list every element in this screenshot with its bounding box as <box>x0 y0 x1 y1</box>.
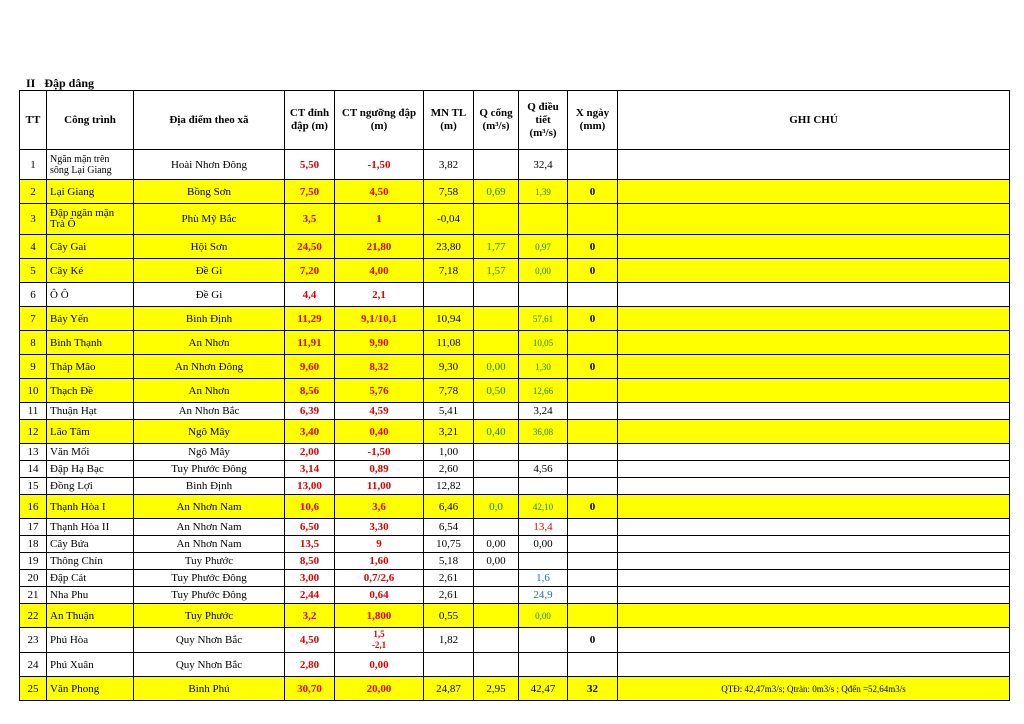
cell-q-dieu-tiet: 57,61 <box>519 307 568 331</box>
cell-q-cong <box>474 653 519 677</box>
cell-ghi-chu <box>618 553 1010 570</box>
cell-x-ngay: 0 <box>568 628 618 653</box>
cell-cong-trinh: Thuận Hạt <box>47 403 134 420</box>
cell-tt: 23 <box>20 628 47 653</box>
cell-ct-nguong: 1,800 <box>335 604 424 628</box>
cell-ct-dinh: 6,39 <box>285 403 335 420</box>
cell-ghi-chu <box>618 235 1010 259</box>
cell-tt: 2 <box>20 180 47 204</box>
cell-x-ngay <box>568 587 618 604</box>
cell-q-dieu-tiet: 0,97 <box>519 235 568 259</box>
cell-q-dieu-tiet <box>519 478 568 495</box>
cell-mntl: 2,61 <box>424 570 474 587</box>
cell-ct-nguong: 1,5 -2,1 <box>335 628 424 653</box>
table-row <box>20 553 1010 570</box>
cell-q-dieu-tiet: 42,47 <box>519 677 568 701</box>
cell-dia-diem: Bình Phú <box>134 677 285 701</box>
cell-dia-diem: Bình Định <box>134 478 285 495</box>
cell-ghi-chu <box>618 283 1010 307</box>
table-row <box>20 478 1010 495</box>
table-row <box>20 331 1010 355</box>
cell-ghi-chu <box>618 478 1010 495</box>
cell-ct-dinh: 7,50 <box>285 180 335 204</box>
cell-q-cong: 1,57 <box>474 259 519 283</box>
table-row <box>20 307 1010 331</box>
cell-mntl: 23,80 <box>424 235 474 259</box>
cell-x-ngay <box>568 536 618 553</box>
cell-ghi-chu <box>618 259 1010 283</box>
cell-mntl: 24,87 <box>424 677 474 701</box>
cell-ghi-chu <box>618 444 1010 461</box>
cell-dia-diem: Quy Nhơn Bắc <box>134 653 285 677</box>
cell-q-cong <box>474 204 519 235</box>
header-ghi-chu: GHI CHÚ <box>618 91 1010 150</box>
cell-cong-trinh: Đập Hạ Bạc <box>47 461 134 478</box>
cell-tt: 10 <box>20 379 47 403</box>
cell-ct-dinh: 8,50 <box>285 553 335 570</box>
cell-ct-nguong: 2,1 <box>335 283 424 307</box>
cell-ct-dinh: 3,00 <box>285 570 335 587</box>
cell-ct-nguong: 11,00 <box>335 478 424 495</box>
cell-tt: 17 <box>20 519 47 536</box>
cell-cong-trinh: Thông Chín <box>47 553 134 570</box>
cell-cong-trinh: Đồng Lợi <box>47 478 134 495</box>
cell-q-cong <box>474 403 519 420</box>
cell-x-ngay <box>568 379 618 403</box>
cell-tt: 16 <box>20 495 47 519</box>
cell-q-cong: 0,0 <box>474 495 519 519</box>
cell-dia-diem: An Nhơn Nam <box>134 519 285 536</box>
cell-ct-dinh: 2,80 <box>285 653 335 677</box>
cell-x-ngay <box>568 420 618 444</box>
cell-dia-diem: Bồng Sơn <box>134 180 285 204</box>
cell-ghi-chu: QTĐ: 42,47m3/s; Qtràn: 0m3/s ; Qđến =52,64m3/s <box>618 677 1010 701</box>
header-q-cong: Q cống (m³/s) <box>474 91 519 150</box>
table-row <box>20 379 1010 403</box>
cell-cong-trinh: Nha Phu <box>47 587 134 604</box>
cell-dia-diem: Hội Sơn <box>134 235 285 259</box>
table-row <box>20 628 1010 653</box>
cell-ct-nguong: 5,76 <box>335 379 424 403</box>
cell-cong-trinh: Phú Hòa <box>47 628 134 653</box>
cell-q-cong <box>474 587 519 604</box>
cell-dia-diem: Tuy Phước <box>134 553 285 570</box>
cell-ct-nguong: 1 <box>335 204 424 235</box>
cell-dia-diem: Tuy Phước Đông <box>134 570 285 587</box>
cell-cong-trinh: Thạch Đề <box>47 379 134 403</box>
cell-ghi-chu <box>618 379 1010 403</box>
cell-cong-trinh: An Thuận <box>47 604 134 628</box>
cell-cong-trinh: Cây Gai <box>47 235 134 259</box>
cell-tt: 14 <box>20 461 47 478</box>
cell-dia-diem: Hoài Nhơn Đông <box>134 150 285 180</box>
cell-tt: 20 <box>20 570 47 587</box>
cell-q-cong <box>474 519 519 536</box>
cell-x-ngay <box>568 570 618 587</box>
cell-cong-trinh: Lại Giang <box>47 180 134 204</box>
cell-q-dieu-tiet: 13,4 <box>519 519 568 536</box>
cell-ct-dinh: 3,40 <box>285 420 335 444</box>
cell-ct-dinh: 3,2 <box>285 604 335 628</box>
cell-q-dieu-tiet: 1,6 <box>519 570 568 587</box>
table-row <box>20 204 1010 235</box>
cell-q-cong: 0,50 <box>474 379 519 403</box>
cell-q-cong: 0,69 <box>474 180 519 204</box>
cell-x-ngay <box>568 331 618 355</box>
table-row <box>20 604 1010 628</box>
cell-ct-nguong: 1,60 <box>335 553 424 570</box>
cell-ct-dinh: 11,91 <box>285 331 335 355</box>
cell-mntl: 0,55 <box>424 604 474 628</box>
cell-cong-trinh: Lão Tâm <box>47 420 134 444</box>
cell-q-cong: 0,00 <box>474 355 519 379</box>
cell-q-cong: 0,00 <box>474 553 519 570</box>
cell-ct-dinh: 13,5 <box>285 536 335 553</box>
cell-q-dieu-tiet: 1,30 <box>519 355 568 379</box>
cell-q-cong <box>474 150 519 180</box>
cell-dia-diem: An Nhơn Nam <box>134 495 285 519</box>
cell-x-ngay <box>568 444 618 461</box>
cell-x-ngay: 0 <box>568 495 618 519</box>
table-row <box>20 259 1010 283</box>
cell-ghi-chu <box>618 519 1010 536</box>
cell-ct-nguong: -1,50 <box>335 150 424 180</box>
cell-tt: 12 <box>20 420 47 444</box>
cell-ghi-chu <box>618 307 1010 331</box>
cell-mntl: -0,04 <box>424 204 474 235</box>
cell-cong-trinh: Văn Mối <box>47 444 134 461</box>
cell-x-ngay <box>568 204 618 235</box>
cell-cong-trinh: Đập Cát <box>47 570 134 587</box>
cell-ghi-chu <box>618 570 1010 587</box>
cell-ct-nguong: 0,64 <box>335 587 424 604</box>
cell-ghi-chu <box>618 536 1010 553</box>
cell-ghi-chu <box>618 204 1010 235</box>
cell-cong-trinh: Văn Phong <box>47 677 134 701</box>
cell-q-cong <box>474 461 519 478</box>
header-cong-trinh: Công trình <box>47 91 134 150</box>
cell-mntl: 10,94 <box>424 307 474 331</box>
cell-ct-dinh: 11,29 <box>285 307 335 331</box>
cell-ghi-chu <box>618 420 1010 444</box>
cell-dia-diem: Quy Nhơn Bắc <box>134 628 285 653</box>
cell-ct-dinh: 7,20 <box>285 259 335 283</box>
cell-ct-nguong: 3,6 <box>335 495 424 519</box>
cell-tt: 6 <box>20 283 47 307</box>
cell-q-dieu-tiet: 4,56 <box>519 461 568 478</box>
cell-ct-nguong: 0,89 <box>335 461 424 478</box>
table-row <box>20 653 1010 677</box>
cell-dia-diem: Ngô Mây <box>134 420 285 444</box>
cell-q-cong <box>474 570 519 587</box>
cell-cong-trinh: Bảy Yến <box>47 307 134 331</box>
cell-ghi-chu <box>618 604 1010 628</box>
cell-ct-nguong: 0,40 <box>335 420 424 444</box>
cell-dia-diem: An Nhơn <box>134 379 285 403</box>
cell-x-ngay <box>568 283 618 307</box>
cell-cong-trinh: Thạnh Hòa I <box>47 495 134 519</box>
header-q-dieu-tiet: Q điều tiết (m³/s) <box>519 91 568 150</box>
cell-q-dieu-tiet: 10,05 <box>519 331 568 355</box>
cell-mntl: 1,82 <box>424 628 474 653</box>
cell-x-ngay <box>568 403 618 420</box>
cell-dia-diem: Phù Mỹ Bắc <box>134 204 285 235</box>
table-row <box>20 283 1010 307</box>
cell-tt: 4 <box>20 235 47 259</box>
cell-ghi-chu <box>618 628 1010 653</box>
cell-dia-diem: Đề Gi <box>134 283 285 307</box>
cell-ct-dinh: 3,14 <box>285 461 335 478</box>
cell-mntl: 2,60 <box>424 461 474 478</box>
cell-q-dieu-tiet: 3,24 <box>519 403 568 420</box>
cell-q-cong <box>474 628 519 653</box>
section-number: II <box>26 76 36 90</box>
cell-tt: 9 <box>20 355 47 379</box>
cell-mntl: 1,00 <box>424 444 474 461</box>
cell-dia-diem: Đề Gi <box>134 259 285 283</box>
cell-ghi-chu <box>618 355 1010 379</box>
cell-mntl: 6,54 <box>424 519 474 536</box>
cell-x-ngay <box>568 519 618 536</box>
cell-q-dieu-tiet: 42,10 <box>519 495 568 519</box>
cell-x-ngay <box>568 653 618 677</box>
cell-tt: 15 <box>20 478 47 495</box>
cell-q-cong <box>474 331 519 355</box>
cell-ct-nguong: 9,1/10,1 <box>335 307 424 331</box>
cell-ghi-chu <box>618 653 1010 677</box>
cell-ct-nguong: -1,50 <box>335 444 424 461</box>
cell-ct-nguong: 8,32 <box>335 355 424 379</box>
cell-ct-dinh: 13,00 <box>285 478 335 495</box>
cell-x-ngay: 0 <box>568 235 618 259</box>
cell-dia-diem: An Nhơn Bắc <box>134 403 285 420</box>
header-ct-dinh: CT đỉnh đập (m) <box>285 91 335 150</box>
cell-mntl <box>424 653 474 677</box>
header-dia-diem: Địa điểm theo xã <box>134 91 285 150</box>
cell-q-dieu-tiet: 0,00 <box>519 536 568 553</box>
cell-ct-nguong: 20,00 <box>335 677 424 701</box>
cell-tt: 3 <box>20 204 47 235</box>
table-row <box>20 403 1010 420</box>
cell-ct-dinh: 10,6 <box>285 495 335 519</box>
cell-ct-dinh: 3,5 <box>285 204 335 235</box>
cell-ct-nguong: 0,00 <box>335 653 424 677</box>
cell-dia-diem: Tuy Phước Đông <box>134 461 285 478</box>
cell-q-dieu-tiet: 12,66 <box>519 379 568 403</box>
cell-x-ngay <box>568 461 618 478</box>
cell-q-dieu-tiet: 24,9 <box>519 587 568 604</box>
cell-dia-diem: Tuy Phước <box>134 604 285 628</box>
table-row <box>20 519 1010 536</box>
cell-x-ngay: 0 <box>568 180 618 204</box>
table-row <box>20 495 1010 519</box>
cell-x-ngay: 0 <box>568 259 618 283</box>
cell-x-ngay: 32 <box>568 677 618 701</box>
cell-cong-trinh: Đập ngăn mặn Trà Ô <box>47 204 134 235</box>
header-mntl: MN TL (m) <box>424 91 474 150</box>
cell-q-cong: 2,95 <box>474 677 519 701</box>
cell-mntl: 7,78 <box>424 379 474 403</box>
cell-x-ngay <box>568 478 618 495</box>
table-row <box>20 461 1010 478</box>
table-row <box>20 587 1010 604</box>
cell-x-ngay <box>568 604 618 628</box>
cell-ct-dinh: 2,44 <box>285 587 335 604</box>
cell-q-cong <box>474 444 519 461</box>
table-row <box>20 677 1010 701</box>
cell-q-cong: 0,40 <box>474 420 519 444</box>
table-row <box>20 444 1010 461</box>
table-row <box>20 235 1010 259</box>
cell-ghi-chu <box>618 587 1010 604</box>
cell-tt: 21 <box>20 587 47 604</box>
cell-tt: 5 <box>20 259 47 283</box>
table-row <box>20 536 1010 553</box>
dam-table <box>19 90 1010 701</box>
cell-ghi-chu <box>618 180 1010 204</box>
cell-x-ngay <box>568 553 618 570</box>
cell-mntl: 3,82 <box>424 150 474 180</box>
cell-dia-diem: Ngô Mây <box>134 444 285 461</box>
cell-ghi-chu <box>618 403 1010 420</box>
cell-mntl: 2,61 <box>424 587 474 604</box>
cell-tt: 11 <box>20 403 47 420</box>
cell-tt: 24 <box>20 653 47 677</box>
cell-cong-trinh: Cây Bứa <box>47 536 134 553</box>
cell-mntl: 7,58 <box>424 180 474 204</box>
cell-q-cong <box>474 604 519 628</box>
header-tt: TT <box>20 91 47 150</box>
cell-q-cong <box>474 283 519 307</box>
cell-cong-trinh: Ô Ô <box>47 283 134 307</box>
table-row <box>20 150 1010 180</box>
cell-q-cong: 0,00 <box>474 536 519 553</box>
cell-tt: 13 <box>20 444 47 461</box>
cell-ct-nguong: 4,00 <box>335 259 424 283</box>
cell-x-ngay <box>568 150 618 180</box>
cell-ct-dinh: 8,56 <box>285 379 335 403</box>
cell-ghi-chu <box>618 331 1010 355</box>
cell-q-dieu-tiet <box>519 204 568 235</box>
cell-q-dieu-tiet <box>519 628 568 653</box>
cell-mntl: 7,18 <box>424 259 474 283</box>
cell-tt: 25 <box>20 677 47 701</box>
cell-cong-trinh: Bình Thạnh <box>47 331 134 355</box>
cell-x-ngay: 0 <box>568 355 618 379</box>
table-row <box>20 355 1010 379</box>
cell-cong-trinh: Ngăn mặn trên sông Lại Giang <box>47 150 134 180</box>
cell-mntl: 5,18 <box>424 553 474 570</box>
cell-mntl: 3,21 <box>424 420 474 444</box>
cell-mntl <box>424 283 474 307</box>
cell-dia-diem: An Nhơn <box>134 331 285 355</box>
cell-q-cong <box>474 478 519 495</box>
cell-q-cong: 1,77 <box>474 235 519 259</box>
cell-ghi-chu <box>618 150 1010 180</box>
cell-ct-dinh: 24,50 <box>285 235 335 259</box>
cell-tt: 1 <box>20 150 47 180</box>
cell-q-dieu-tiet: 0,00 <box>519 259 568 283</box>
cell-ct-nguong: 0,7/2,6 <box>335 570 424 587</box>
cell-ct-nguong: 4,59 <box>335 403 424 420</box>
cell-ct-dinh: 2,00 <box>285 444 335 461</box>
table-row <box>20 420 1010 444</box>
cell-q-dieu-tiet: 0,00 <box>519 604 568 628</box>
cell-cong-trinh: Tháp Mão <box>47 355 134 379</box>
cell-ct-dinh: 4,50 <box>285 628 335 653</box>
cell-tt: 8 <box>20 331 47 355</box>
cell-mntl: 9,30 <box>424 355 474 379</box>
cell-mntl: 10,75 <box>424 536 474 553</box>
cell-q-cong <box>474 307 519 331</box>
header-ct-nguong: CT ngưỡng đập (m) <box>335 91 424 150</box>
cell-ct-dinh: 4,4 <box>285 283 335 307</box>
cell-dia-diem: Tuy Phước Đông <box>134 587 285 604</box>
cell-ct-nguong: 21,80 <box>335 235 424 259</box>
cell-x-ngay: 0 <box>568 307 618 331</box>
cell-q-dieu-tiet <box>519 653 568 677</box>
cell-q-dieu-tiet <box>519 444 568 461</box>
cell-q-dieu-tiet <box>519 553 568 570</box>
header-x-ngay: X ngày (mm) <box>568 91 618 150</box>
table-row <box>20 180 1010 204</box>
cell-cong-trinh: Thạnh Hòa II <box>47 519 134 536</box>
cell-cong-trinh: Cây Ké <box>47 259 134 283</box>
section-name: Đập dâng <box>44 76 95 90</box>
cell-tt: 19 <box>20 553 47 570</box>
cell-tt: 7 <box>20 307 47 331</box>
cell-ghi-chu <box>618 461 1010 478</box>
cell-q-dieu-tiet: 32,4 <box>519 150 568 180</box>
cell-ct-nguong: 9,90 <box>335 331 424 355</box>
cell-q-dieu-tiet: 1,39 <box>519 180 568 204</box>
cell-ct-nguong: 3,30 <box>335 519 424 536</box>
cell-ct-dinh: 5,50 <box>285 150 335 180</box>
cell-mntl: 12,82 <box>424 478 474 495</box>
cell-mntl: 11,08 <box>424 331 474 355</box>
cell-ct-dinh: 6,50 <box>285 519 335 536</box>
cell-mntl: 5,41 <box>424 403 474 420</box>
cell-q-dieu-tiet <box>519 283 568 307</box>
table-row <box>20 570 1010 587</box>
cell-dia-diem: An Nhơn Đông <box>134 355 285 379</box>
cell-ct-nguong: 4,50 <box>335 180 424 204</box>
cell-q-dieu-tiet: 36,08 <box>519 420 568 444</box>
cell-tt: 18 <box>20 536 47 553</box>
cell-ct-dinh: 9,60 <box>285 355 335 379</box>
cell-cong-trinh: Phú Xuân <box>47 653 134 677</box>
cell-tt: 22 <box>20 604 47 628</box>
cell-mntl: 6,46 <box>424 495 474 519</box>
cell-dia-diem: An Nhơn Nam <box>134 536 285 553</box>
cell-ghi-chu <box>618 495 1010 519</box>
cell-dia-diem: Bình Định <box>134 307 285 331</box>
header-row <box>20 91 1010 150</box>
cell-ct-dinh: 30,70 <box>285 677 335 701</box>
section-title <box>26 76 94 91</box>
cell-ct-nguong: 9 <box>335 536 424 553</box>
